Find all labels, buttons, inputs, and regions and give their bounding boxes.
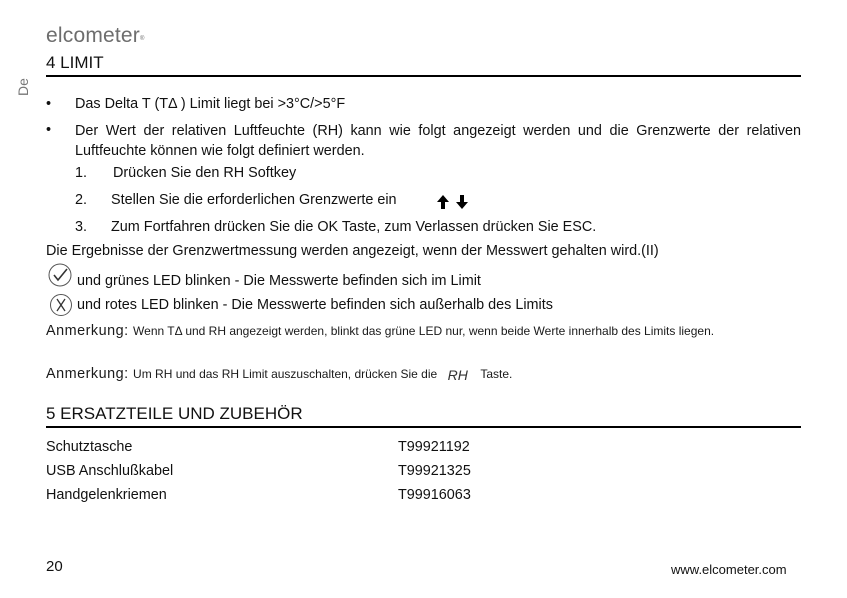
arrow-down-icon	[455, 194, 469, 210]
part-name: USB Anschlußkabel	[46, 463, 174, 479]
red-led-line: und rotes LED blinken - Die Messwerte befinden sich außerhalb des Limits	[77, 297, 553, 313]
check-circle-icon	[48, 263, 72, 287]
note-2-text: Um RH und das RH Limit auszuschalten, drücken Sie die	[133, 367, 438, 381]
note-1	[46, 320, 801, 342]
step-text: Zum Fortfahren drücken Sie die OK Taste, zum Verlassen drücken Sie ESC.	[111, 219, 597, 235]
note-label: Anmerkung:	[46, 323, 129, 339]
section-rule	[46, 75, 801, 77]
elcometer-logo	[46, 24, 145, 48]
bullet-symbol: •	[46, 96, 52, 112]
step-number: 2.	[75, 192, 88, 208]
step-text: Stellen Sie die erforderlichen Grenzwerte ein	[111, 192, 397, 208]
arrow-up-icon	[436, 194, 450, 210]
language-tab: De	[15, 78, 31, 96]
note-2	[46, 365, 512, 383]
footer-url: www.elcometer.com	[671, 562, 787, 577]
part-code: T99921192	[398, 439, 470, 455]
note-1-text: Wenn TΔ und RH angezeigt werden, blinkt das grüne LED nur, wenn beide Werte innerhalb des Limits liegen.	[133, 324, 715, 338]
section-title-parts: 5 ERSATZTEILE UND ZUBEHÖR	[46, 404, 303, 423]
logo-text: elcometer	[46, 24, 141, 47]
logo-registered-mark: ®	[140, 36, 145, 42]
section-title-limit: 4 LIMIT	[46, 53, 104, 72]
part-name: Handgelenkriemen	[46, 487, 167, 503]
part-code: T99916063	[398, 487, 471, 503]
note-2-text-end: Taste.	[480, 367, 513, 381]
green-led-line: und grünes LED blinken - Die Messwerte befinden sich im Limit	[77, 273, 481, 289]
step-number: 1.	[75, 165, 88, 181]
bullet-symbol: •	[46, 122, 52, 138]
section-rule	[46, 426, 801, 428]
note-label: Anmerkung:	[46, 366, 129, 382]
step-number: 3.	[75, 219, 88, 235]
page-number: 20	[46, 558, 63, 575]
cross-circle-icon	[49, 293, 73, 317]
bullet-delta-t-limit: Das Delta T (TΔ ) Limit liegt bei >3°C/>5°F	[75, 96, 346, 112]
part-name: Schutztasche	[46, 439, 133, 455]
part-code: T99921325	[398, 463, 471, 479]
rh-key-icon: RH	[447, 367, 468, 383]
bullet-rh-limit: Der Wert der relativen Luftfeuchte (RH) kann wie folgt angezeigt werden und die Grenzwerte der relativen Luftfeuchte können wie folgt definiert werden.	[75, 123, 801, 159]
results-line: Die Ergebnisse der Grenzwertmessung werden angezeigt, wenn der Messwert gehalten wird.(II)	[46, 243, 659, 259]
step-text: Drücken Sie den RH Softkey	[113, 165, 297, 181]
